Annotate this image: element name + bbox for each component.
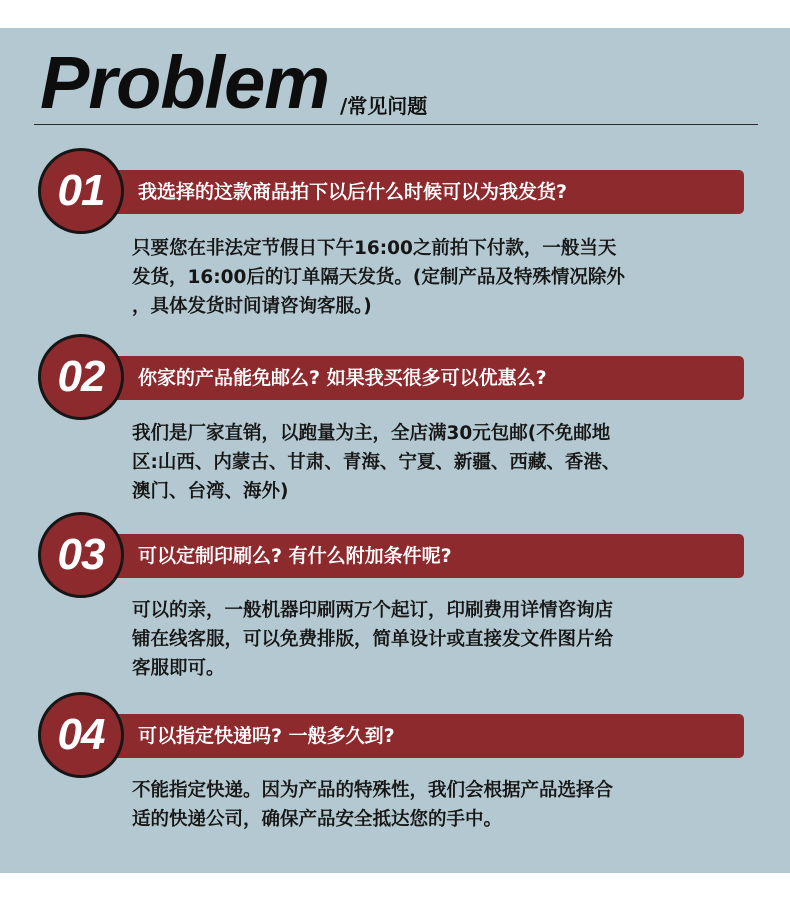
faq-answer-1-line-3: ，具体发货时间请咨询客服。) [132,296,372,317]
faq-answer-4-line-1: 不能指定快递。因为产品的特殊性，我们会根据产品选择合 [132,780,614,801]
page-title: Problem [40,41,330,124]
faq-number-badge-1 [38,148,124,234]
faq-number-badge-3 [38,512,124,598]
faq-number-badge-2 [38,334,124,420]
faq-answer-2-line-2: 区:山西、内蒙古、甘肃、青海、宁夏、新疆、西藏、香港、 [132,452,621,473]
faq-answer-1 [132,234,732,321]
faq-question-bar-2 [84,356,744,400]
faq-answer-3-line-1: 可以的亲，一般机器印刷两万个起订，印刷费用详情咨询店 [132,600,614,621]
faq-number-2: 02 [57,352,105,401]
faq-question-2: 你家的产品能免邮么? 如果我买很多可以优惠么? [138,367,547,389]
faq-number-3: 03 [57,530,105,579]
faq-answer-4 [132,776,732,834]
faq-number-1: 01 [57,166,105,215]
faq-number-4: 04 [57,710,105,759]
faq-question-4: 可以指定快递吗? 一般多久到? [138,725,395,747]
faq-question-bar-1 [84,170,744,214]
faq-answer-3 [132,596,732,683]
faq-answer-3-line-2: 铺在线客服，可以免费排版，简单设计或直接发文件图片给 [132,629,614,650]
faq-question-1: 我选择的这款商品拍下以后什么时候可以为我发货? [138,181,568,203]
faq-answer-1-line-1: 只要您在非法定节假日下午16:00之前拍下付款，一般当天 [132,238,617,259]
faq-question-bar-4 [84,714,744,758]
faq-answer-2-line-3: 澳门、台湾、海外) [132,481,289,502]
title-divider [34,124,758,125]
faq-question-3: 可以定制印刷么? 有什么附加条件呢? [138,545,452,567]
faq-answer-2-line-1: 我们是厂家直销，以跑量为主，全店满30元包邮(不免邮地 [132,423,611,444]
faq-answer-3-line-3: 客服即可。 [132,658,225,679]
page-subtitle: /常见问题 [340,94,428,118]
faq-number-badge-4 [38,692,124,778]
faq-question-bar-3 [84,534,744,578]
faq-answer-2 [132,419,732,506]
faq-answer-1-line-2: 发货，16:00后的订单隔天发货。(定制产品及特殊情况除外 [132,267,625,288]
faq-answer-4-line-2: 适的快递公司，确保产品安全抵达您的手中。 [132,809,503,830]
